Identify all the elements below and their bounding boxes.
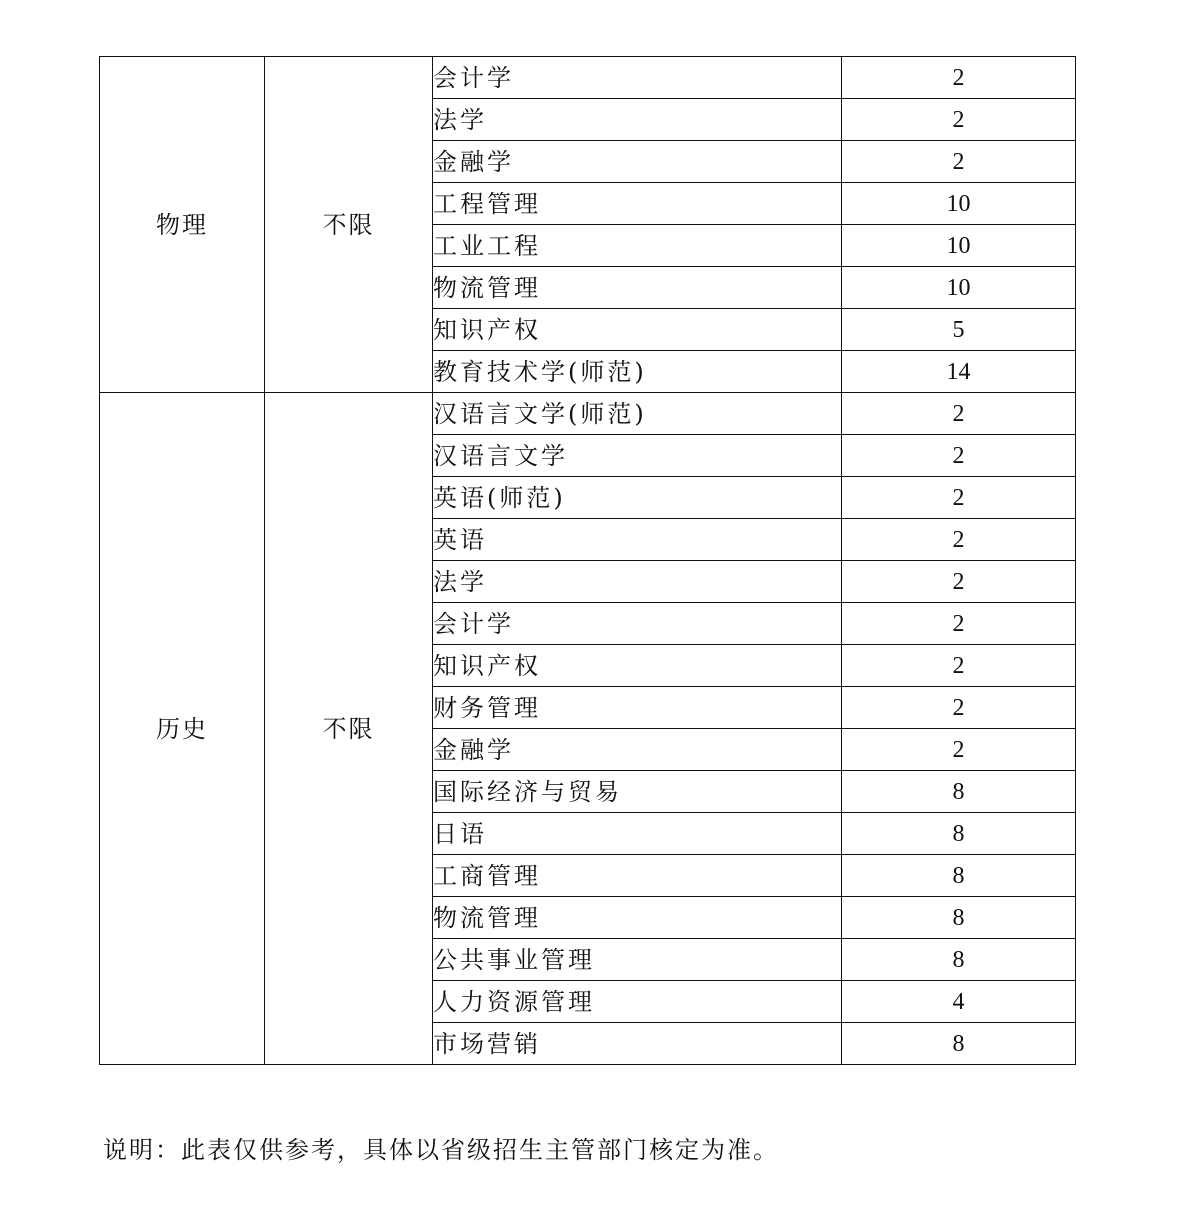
major-name-cell: 工业工程 (433, 225, 842, 267)
major-name-cell: 英语(师范) (433, 477, 842, 519)
major-name-cell: 汉语言文学(师范) (433, 393, 842, 435)
major-count-cell: 5 (842, 309, 1076, 351)
subject-cell: 历史 (100, 393, 265, 1065)
major-count-cell: 4 (842, 981, 1076, 1023)
major-name-cell: 汉语言文学 (433, 435, 842, 477)
major-count-cell: 2 (842, 603, 1076, 645)
major-name-cell: 人力资源管理 (433, 981, 842, 1023)
major-name-cell: 公共事业管理 (433, 939, 842, 981)
table-row (100, 393, 1076, 435)
major-name-cell: 金融学 (433, 729, 842, 771)
major-count-cell: 2 (842, 477, 1076, 519)
major-count-cell: 2 (842, 729, 1076, 771)
major-name-cell: 金融学 (433, 141, 842, 183)
major-name-cell: 法学 (433, 561, 842, 603)
major-name-cell: 物流管理 (433, 897, 842, 939)
major-name-cell: 法学 (433, 99, 842, 141)
major-count-cell: 8 (842, 939, 1076, 981)
major-count-cell: 10 (842, 183, 1076, 225)
table-note: 说明：此表仅供参考，具体以省级招生主管部门核定为准。 (103, 1136, 779, 1164)
major-count-cell: 8 (842, 771, 1076, 813)
major-name-cell: 英语 (433, 519, 842, 561)
major-name-cell: 市场营销 (433, 1023, 842, 1065)
major-name-cell: 日语 (433, 813, 842, 855)
major-name-cell: 教育技术学(师范) (433, 351, 842, 393)
major-count-cell: 8 (842, 1023, 1076, 1065)
major-count-cell: 2 (842, 435, 1076, 477)
major-name-cell: 工商管理 (433, 855, 842, 897)
major-count-cell: 8 (842, 855, 1076, 897)
major-name-cell: 会计学 (433, 57, 842, 99)
major-count-cell: 2 (842, 645, 1076, 687)
major-name-cell: 物流管理 (433, 267, 842, 309)
major-count-cell: 2 (842, 519, 1076, 561)
major-count-cell: 8 (842, 813, 1076, 855)
major-name-cell: 知识产权 (433, 645, 842, 687)
major-count-cell: 2 (842, 687, 1076, 729)
table-row (100, 57, 1076, 99)
major-count-cell: 2 (842, 393, 1076, 435)
major-count-cell: 2 (842, 141, 1076, 183)
major-name-cell: 财务管理 (433, 687, 842, 729)
requirement-cell: 不限 (265, 57, 433, 393)
table-body (100, 57, 1076, 1065)
major-name-cell: 知识产权 (433, 309, 842, 351)
major-count-cell: 8 (842, 897, 1076, 939)
subject-cell: 物理 (100, 57, 265, 393)
enrollment-plan-table (99, 56, 1076, 1065)
major-name-cell: 工程管理 (433, 183, 842, 225)
requirement-cell: 不限 (265, 393, 433, 1065)
major-count-cell: 2 (842, 99, 1076, 141)
major-name-cell: 国际经济与贸易 (433, 771, 842, 813)
major-count-cell: 10 (842, 267, 1076, 309)
major-count-cell: 2 (842, 57, 1076, 99)
major-count-cell: 2 (842, 561, 1076, 603)
major-count-cell: 10 (842, 225, 1076, 267)
major-name-cell: 会计学 (433, 603, 842, 645)
major-count-cell: 14 (842, 351, 1076, 393)
